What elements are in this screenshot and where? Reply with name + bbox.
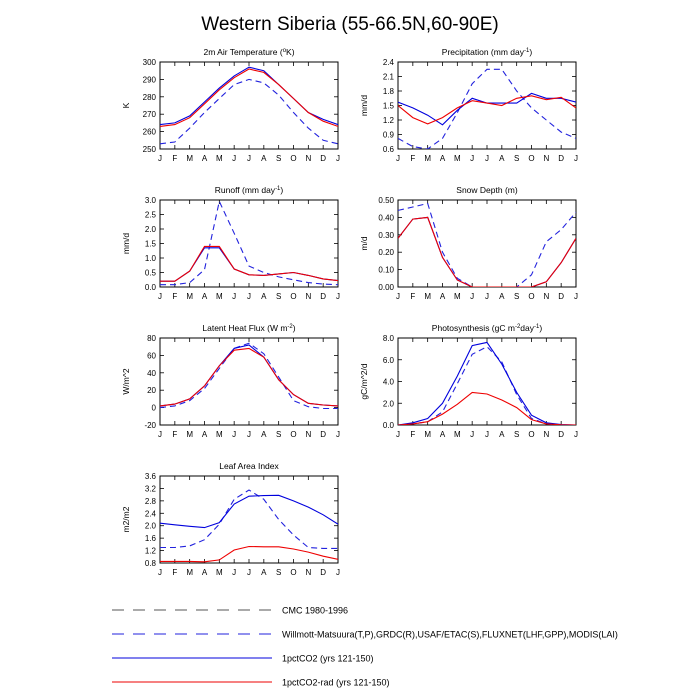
y-tick-label: 1.5 [382,101,394,111]
x-tick-label: A [439,154,446,163]
x-tick-label: S [275,430,282,439]
y-tick-label: 1.5 [144,239,156,249]
x-tick-label: A [499,154,505,163]
x-tick-label: O [528,292,535,301]
x-tick-label: F [410,292,416,301]
x-tick-label: J [485,154,489,163]
x-tick-label: O [528,430,535,439]
x-tick-label: F [410,154,416,163]
x-tick-label: J [232,292,237,301]
x-tick-label: F [410,430,416,439]
y-tick-label: 270 [142,110,156,120]
x-tick-label: D [558,154,565,163]
x-tick-label: J [247,568,251,577]
x-tick-label: J [232,568,237,577]
y-tick-label: 250 [142,145,156,154]
y-tick-label: 3.6 [144,472,156,481]
x-tick-label: M [424,292,432,301]
y-tick-label: 300 [142,58,156,67]
x-tick-label: S [513,154,520,163]
x-tick-label: M [424,430,432,439]
y-tick-label: 290 [142,75,156,85]
x-tick-label: S [513,430,520,439]
y-tick-label: 8.0 [382,334,394,343]
x-tick-label: M [215,568,223,577]
panel-title: Photosynthesis (gC $m^{-2}day^{-1}$) [431,323,543,333]
x-tick-label: M [215,292,223,301]
series-line-solid-blue [398,93,576,124]
chart-panel-4 [359,185,578,301]
series-line-solid-blue [160,345,338,406]
x-tick-label: M [424,154,432,163]
y-tick-label: 2.0 [144,225,156,234]
y-tick-label: 1.6 [144,534,156,544]
x-tick-label: J [247,430,251,439]
x-tick-label: J [485,430,489,439]
y-tick-label: 0.8 [144,559,156,568]
y-tick-label: 0.50 [378,196,394,205]
y-axis-label: W/m^2 [121,368,131,395]
legend-item-1 [112,606,348,616]
x-tick-label: O [290,568,297,577]
legend-item-3 [112,654,374,664]
x-tick-label: J [396,154,400,163]
legend-label: Willmott-Matsuura(T,P),GRDC(R),USAF/ETAC(S),FLUXNET(LHF,GPP),MODIS(LAI) [282,629,618,640]
chart-panel-3 [121,185,340,301]
y-tick-label: 2.0 [144,521,156,531]
y-tick-label: 0.5 [144,268,156,278]
y-axis-label: m2/m2 [121,506,131,533]
x-tick-label: S [513,292,520,301]
y-tick-label: 6.0 [382,355,394,365]
x-tick-label: J [574,430,578,439]
panel-title: Precipitation (mm day$^{-1}$) [441,47,533,57]
x-tick-label: J [158,568,162,577]
y-tick-label: 3.2 [144,484,156,494]
chart-panel-1 [121,47,340,163]
x-tick-label: J [574,154,578,163]
x-tick-label: J [158,154,162,163]
y-tick-label: 2.0 [382,399,394,409]
y-tick-label: 2.1 [382,72,394,82]
x-tick-label: J [247,154,251,163]
y-tick-label: 0.20 [378,248,394,258]
y-tick-label: 1.2 [382,116,394,125]
panel-title: Latent Heat Flux (W $m^{-2}$) [202,323,296,333]
series-line-dash [160,490,338,548]
x-tick-label: A [201,292,208,301]
figure-title: Western Siberia (55-66.5N,60-90E) [201,14,499,35]
y-tick-label: 2.8 [144,496,156,506]
x-tick-label: N [305,292,312,301]
series-line-dash [398,204,576,288]
y-tick-label: 4.0 [382,377,394,387]
y-tick-label: 40 [147,368,156,378]
x-tick-label: A [201,154,208,163]
y-axis-label: mm/d [121,232,131,255]
y-tick-label: 2.4 [382,58,394,67]
x-tick-label: S [275,568,282,577]
series-line-solid-blue [398,217,576,287]
x-tick-label: F [172,292,178,301]
x-tick-label: A [439,292,446,301]
series-line-solid-red [398,96,576,124]
panel-title: Runoff (mm day$^{-1}$) [214,185,284,195]
legend-label: 1pctCO2-rad (yrs 121-150) [282,677,390,688]
x-tick-label: S [275,154,282,163]
x-tick-label: J [396,430,400,439]
x-tick-label: J [232,154,237,163]
chart-panel-5 [121,323,340,439]
x-tick-label: J [232,430,237,439]
x-tick-label: D [320,568,327,577]
x-tick-label: O [290,154,297,163]
x-tick-label: A [499,292,505,301]
x-tick-label: D [320,154,327,163]
plot-frame [160,200,338,287]
x-tick-label: M [215,430,223,439]
plot-frame [160,476,338,563]
legend-item-4 [112,678,390,688]
x-tick-label: D [320,292,327,301]
series-line-solid-red [160,348,338,406]
y-tick-label: 3.0 [144,196,156,205]
x-tick-label: D [558,292,565,301]
x-tick-label: O [528,154,535,163]
x-tick-label: D [558,430,565,439]
x-tick-label: J [336,430,340,439]
x-tick-label: M [215,154,223,163]
y-axis-label: m/d [359,236,369,251]
y-tick-label: 20 [147,386,156,396]
x-tick-label: O [290,430,297,439]
y-tick-label: 260 [142,127,156,137]
x-tick-label: N [543,430,550,439]
plot-frame [160,62,338,149]
y-tick-label: 0.0 [382,421,394,430]
x-tick-label: J [485,292,489,301]
x-tick-label: A [261,154,267,163]
y-tick-label: 280 [142,92,156,102]
x-tick-label: M [453,430,461,439]
y-tick-label: 0.6 [382,145,394,154]
legend-label: 1pctCO2 (yrs 121-150) [282,653,374,664]
chart-panel-6 [359,323,578,439]
x-tick-label: A [201,430,208,439]
x-tick-label: J [470,292,475,301]
x-tick-label: A [261,292,267,301]
y-tick-label: 2.5 [144,210,156,220]
x-tick-label: N [305,154,312,163]
y-tick-label: 1.8 [382,87,394,96]
legend [112,606,618,688]
x-tick-label: J [396,292,400,301]
y-tick-label: 2.4 [144,509,156,519]
plot-frame [398,338,576,425]
y-axis-label: gC/m^2/d [359,363,369,400]
y-axis-label: K [121,102,131,109]
panels [121,47,578,577]
x-tick-label: M [453,154,461,163]
x-tick-label: J [336,292,340,301]
panel-title: 2m Air Temperature ($^o$K) [203,47,295,57]
x-tick-label: J [470,430,475,439]
x-tick-label: O [290,292,297,301]
x-tick-label: M [186,292,194,301]
series-line-dash [160,201,338,284]
x-tick-label: S [275,292,282,301]
x-tick-label: J [336,568,340,577]
y-tick-label: 0.30 [378,230,394,240]
y-tick-label: 80 [147,334,156,343]
panel-title: Snow Depth (m) [456,185,518,195]
x-tick-label: A [201,568,208,577]
x-tick-label: M [186,430,194,439]
series-line-solid-red [398,392,576,425]
series-line-solid-blue [160,495,338,527]
x-tick-label: J [470,154,475,163]
plot-frame [160,338,338,425]
y-tick-label: 60 [147,351,156,361]
x-tick-label: M [453,292,461,301]
x-tick-label: A [261,430,267,439]
plot-frame [398,200,576,287]
series-line-solid-blue [398,342,576,425]
legend-label: CMC 1980-1996 [282,605,349,616]
series-line-solid-blue [160,67,338,124]
series-line-dash [160,79,338,143]
x-tick-label: N [305,430,312,439]
x-tick-label: A [261,568,267,577]
x-tick-label: J [247,292,251,301]
series-line-solid-red [398,217,576,287]
y-tick-label: 0 [151,403,156,413]
x-tick-label: A [439,430,446,439]
y-tick-label: -20 [144,421,156,430]
plot-frame [398,62,576,149]
x-tick-label: J [574,292,578,301]
x-tick-label: J [336,154,340,163]
x-tick-label: F [172,430,178,439]
y-tick-label: 1.0 [144,254,156,263]
x-tick-label: F [172,154,178,163]
legend-item-2 [112,630,618,640]
series-line-dash [398,347,576,425]
x-tick-label: M [186,568,194,577]
x-tick-label: D [320,430,327,439]
y-tick-label: 0.0 [144,283,156,292]
y-tick-label: 0.40 [378,213,394,223]
y-tick-label: 0.10 [378,265,394,275]
panel-title: Leaf Area Index [219,461,279,471]
series-line-dash [160,343,338,408]
x-tick-label: N [543,154,550,163]
x-tick-label: N [543,292,550,301]
series-line-solid-red [160,246,338,281]
series-line-dash [398,69,576,149]
x-tick-label: J [158,292,162,301]
y-tick-label: 0.00 [378,283,394,292]
chart-panel-2 [359,47,578,163]
x-tick-label: N [305,568,312,577]
x-tick-label: A [499,430,505,439]
x-tick-label: F [172,568,178,577]
y-axis-label: mm/d [359,94,369,117]
x-tick-label: M [186,154,194,163]
chart-panel-7 [121,461,340,577]
x-tick-label: J [158,430,162,439]
y-tick-label: 1.2 [144,546,156,556]
y-tick-label: 0.9 [382,130,394,140]
